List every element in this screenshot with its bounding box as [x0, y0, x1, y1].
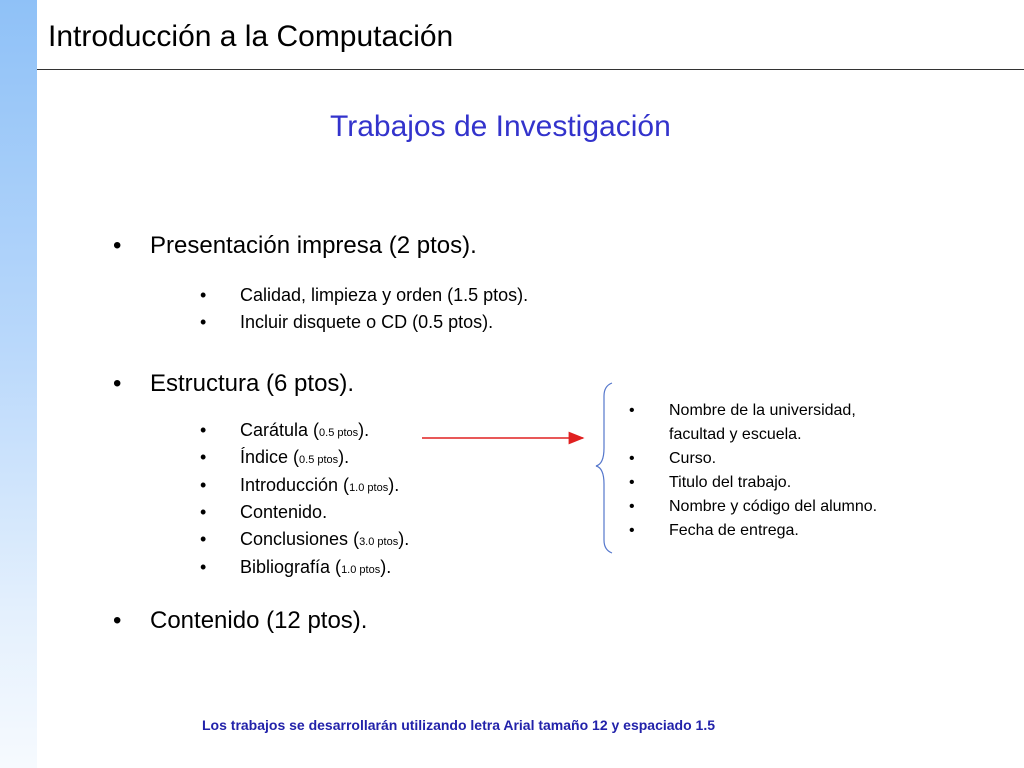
item-points: 1.0 ptos — [349, 482, 389, 494]
bullet-dot: • — [200, 557, 207, 577]
item-points: 0.5 ptos — [319, 427, 359, 439]
curly-brace — [596, 383, 612, 553]
section-label: Presentación impresa (2 ptos). — [150, 232, 477, 259]
bullet-dot: • — [629, 402, 635, 419]
item-suffix: ). — [380, 557, 392, 577]
slide-title: Trabajos de Investigación — [330, 110, 671, 143]
bullet-dot: • — [113, 607, 122, 634]
item-text: Contenido. — [240, 502, 328, 522]
footer-note: Los trabajos se desarrollarán utilizando letra Arial tamaño 12 y espaciado 1.5 — [202, 717, 716, 733]
bullet-dot: • — [629, 450, 635, 467]
bullet-dot: • — [200, 420, 207, 440]
item-points: 0.5 ptos — [299, 454, 339, 466]
detail-text: Fecha de entrega. — [669, 522, 799, 539]
bullet-dot: • — [200, 447, 207, 467]
bullet-dot: • — [200, 529, 207, 549]
item-suffix: ). — [388, 475, 400, 495]
bullet-dot: • — [629, 522, 635, 539]
item-text: Calidad, limpieza y orden (1.5 ptos). — [240, 285, 529, 305]
bullet-dot: • — [113, 232, 122, 259]
item-label: Introducción ( — [240, 475, 350, 495]
section-label: Estructura (6 ptos). — [150, 370, 355, 397]
bullet-dot: • — [113, 370, 122, 397]
item-points: 1.0 ptos — [341, 564, 381, 576]
header-title: Introducción a la Computación — [48, 20, 454, 53]
item-label: Bibliografía ( — [240, 557, 342, 577]
bullet-dot: • — [629, 498, 635, 515]
detail-text: Curso. — [669, 450, 717, 467]
detail-text: Nombre y código del alumno. — [669, 498, 878, 515]
item-label: Carátula ( — [240, 420, 320, 440]
bullet-dot: • — [200, 502, 207, 522]
item-label: Índice ( — [240, 447, 300, 467]
bullet-dot: • — [200, 285, 207, 305]
item-suffix: ). — [358, 420, 370, 440]
item-points: 3.0 ptos — [359, 536, 399, 548]
section-label: Contenido (12 ptos). — [150, 607, 368, 634]
detail-text: Nombre de la universidad, — [669, 402, 856, 419]
detail-text: Titulo del trabajo. — [669, 474, 792, 491]
bullet-dot: • — [629, 474, 635, 491]
item-label: Conclusiones ( — [240, 529, 360, 549]
item-suffix: ). — [398, 529, 410, 549]
item-suffix: ). — [338, 447, 350, 467]
bullet-dot: • — [200, 475, 207, 495]
bullet-dot: • — [200, 312, 207, 332]
detail-text: facultad y escuela. — [669, 426, 802, 443]
item-text: Incluir disquete o CD (0.5 ptos). — [240, 312, 494, 332]
